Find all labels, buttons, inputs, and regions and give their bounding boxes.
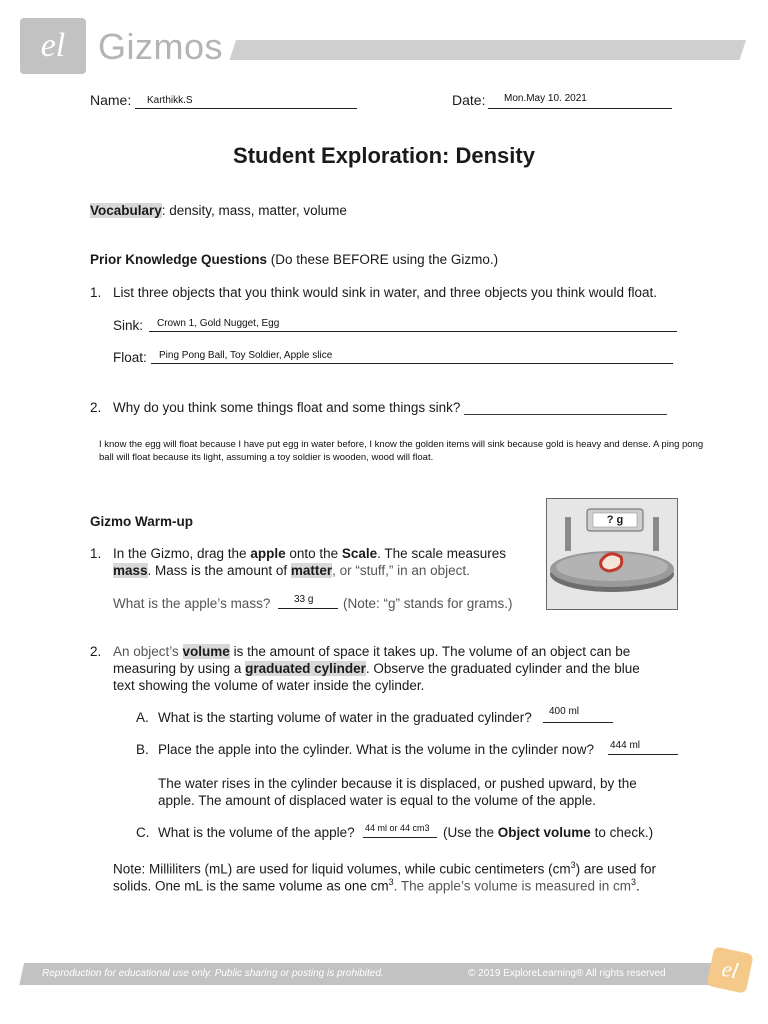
warmup-q2-line-1: An object’s volume is the amount of space it takes up. The volume of an object can be [113, 644, 631, 659]
scale-display-value: ? g [606, 514, 624, 526]
q2a-label: A. [136, 710, 149, 725]
mass-question: What is the apple’s mass? [113, 596, 271, 611]
name-field[interactable] [135, 95, 357, 109]
sink-answer: Crown 1, Gold Nugget, Egg [157, 318, 280, 329]
prior-q2-answer-line-2: ball will float because its light, assuming a toy soldier is wooden, wood will float. [99, 452, 434, 463]
prior-heading [90, 251, 498, 268]
volume-term: volume [182, 644, 230, 659]
float-answer: Ping Pong Ball, Toy Soldier, Apple slice [159, 350, 333, 361]
units-note-line-1: Note: Milliliters (mL) are used for liquid volumes, while cubic centimeters $(cm^3)$ are used for [113, 860, 656, 877]
mass-note: (Note: “g” stands for grams.) [343, 596, 513, 611]
q2b-question: Place the apple into the cylinder. What is the volume in the cylinder now? [158, 742, 594, 757]
q2a-field[interactable] [543, 706, 613, 723]
footer-logo-icon: el [706, 946, 753, 993]
date-value: Mon.May 10. 2021 [504, 93, 587, 104]
float-field[interactable] [151, 350, 673, 364]
footer-disclaimer: Reproduction for educational use only. Public sharing or posting is prohibited. [42, 968, 384, 979]
page-title: Student Exploration: Density [233, 143, 535, 168]
float-label: Float: [113, 350, 147, 365]
q2b-field[interactable] [608, 742, 678, 755]
warmup-q2-line-3: text showing the volume of water inside the cylinder. [113, 678, 425, 693]
footer-copyright: © 2019 ExploreLearning® All rights reserved [468, 968, 666, 979]
brand-name: Gizmos [98, 26, 224, 67]
warmup-q1-line-2: mass. Mass is the amount of matter, or “stuff,” in an object. [113, 563, 470, 578]
prior-heading-note: (Do these BEFORE using the Gizmo.) [267, 252, 499, 267]
mass-field[interactable] [278, 596, 338, 609]
prior-q2-answer-line-1: I know the egg will float because I have put egg in water before, I know the golden items will sink because gold is heavy and dense. A ping pong [99, 439, 704, 450]
prior-q2-text: Why do you think some things float and some things sink? ___________________________ [113, 400, 667, 415]
prior-q1-text: List three objects that you think would sink in water, and three objects you think would float. [113, 285, 658, 300]
q2c-question: What is the volume of the apple? [158, 825, 355, 840]
name-value: Karthikk.S [147, 95, 193, 106]
graduated-cylinder-term: graduated cylinder [245, 661, 366, 676]
apple-term: apple [250, 546, 286, 561]
q2c-note: (Use the Object volume to check.) [443, 825, 654, 840]
q2a-question: What is the starting volume of water in the graduated cylinder? [158, 710, 532, 725]
prior-q1-number: 1. [90, 285, 102, 300]
q2b-note-line-2: apple. The amount of displaced water is equal to the volume of the apple. [158, 793, 597, 808]
sink-field[interactable] [149, 318, 677, 332]
warmup-q1-number: 1. [90, 546, 102, 561]
warmup-q2-number: 2. [90, 644, 102, 659]
warmup-q2-line-2: measuring by using a graduated cylinder. Observe the graduated cylinder and the blue [113, 661, 640, 676]
object-volume-term: Object volume [497, 825, 591, 840]
q2c-label: C. [136, 825, 150, 840]
gizmo-scale-image [546, 498, 678, 610]
vocabulary-label: Vocabulary [90, 203, 162, 218]
brand-logo-icon: el [40, 27, 66, 64]
warmup-heading: Gizmo Warm-up [90, 514, 193, 529]
matter-term: matter [290, 563, 333, 578]
q2b-label: B. [136, 742, 149, 757]
date-field[interactable] [488, 95, 672, 109]
sink-label: Sink: [113, 318, 144, 333]
vocabulary-terms: : density, mass, matter, volume [161, 203, 347, 218]
prior-heading-title: Prior Knowledge Questions [90, 252, 268, 267]
units-note-line-2: solids. One mL is the same volume as one $cm^3$. The apple’s volume is measured in $cm^3$. [113, 877, 640, 894]
q2c-field[interactable] [363, 825, 437, 838]
warmup-q1-line-1: In the Gizmo, drag the apple onto the Scale. The scale measures [113, 546, 506, 561]
date-label: Date: [452, 92, 486, 108]
q2a-answer: 400 ml [549, 706, 580, 717]
scale-term: Scale [341, 546, 378, 561]
name-label: Name: [90, 92, 132, 108]
q2c-answer: 44 ml or 44 cm3 [365, 823, 430, 833]
q2b-note-line-1: The water rises in the cylinder because it is displaced, or pushed upward, by the [158, 776, 637, 791]
mass-answer: 33 g [294, 594, 314, 605]
prior-q2-number: 2. [90, 400, 102, 415]
q2b-answer: 444 ml [610, 740, 641, 751]
vocabulary-line [90, 202, 347, 219]
mass-term: mass [113, 563, 148, 578]
header-bar [230, 40, 746, 60]
